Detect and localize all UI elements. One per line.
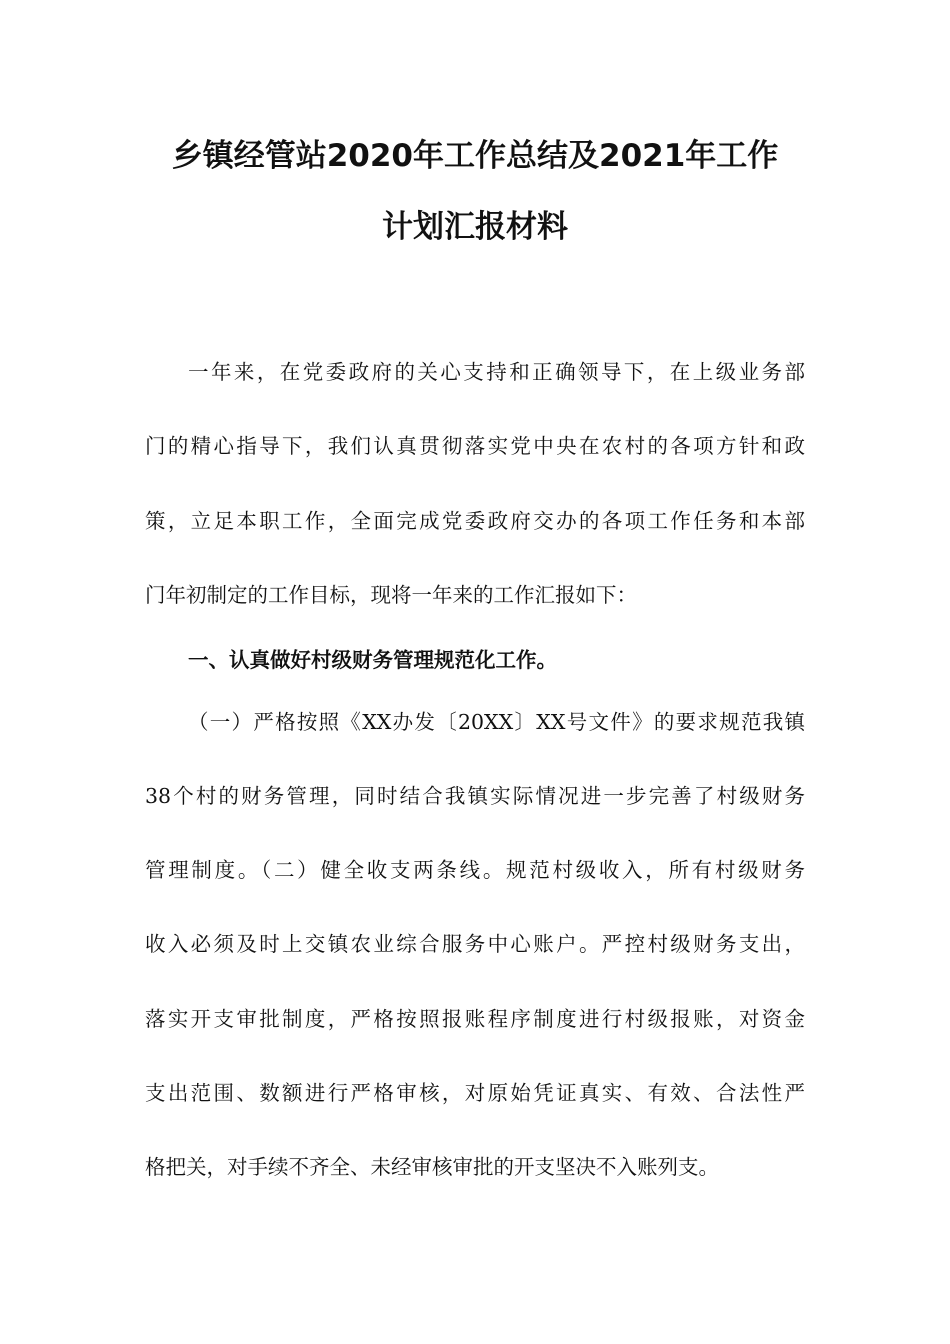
paragraph-line: 管理制度。（二）健全收支两条线。规范村级收入，所有村级财务 [145, 858, 805, 882]
paragraph-line: 38个村的财务管理，同时结合我镇实际情况进一步完善了村级财务 [145, 784, 805, 808]
paragraph-line: 策，立足本职工作，全面完成党委政府交办的各项工作任务和本部 [145, 509, 805, 533]
paragraph-line: 格把关，对手续不齐全、未经审核审批的开支坚决不入账列支。 [145, 1155, 719, 1179]
paragraph-line: 收入必须及时上交镇农业综合服务中心账户。严控村级财务支出， [145, 932, 805, 956]
paragraph-line: 支出范围、数额进行严格审核，对原始凭证真实、有效、合法性严 [145, 1081, 805, 1105]
section-heading: 一、认真做好村级财务管理规范化工作。 [188, 648, 557, 672]
document-title-line-1: 乡镇经管站2020年工作总结及2021年工作 [171, 138, 779, 174]
paragraph-line: 落实开支审批制度，严格按照报账程序制度进行村级报账，对资金 [145, 1007, 805, 1031]
paragraph-line: 一年来，在党委政府的关心支持和正确领导下，在上级业务部 [188, 360, 805, 384]
document-title-line-2: 计划汇报材料 [382, 209, 568, 245]
paragraph-line: 门年初制定的工作目标，现将一年来的工作汇报如下： [145, 583, 637, 607]
paragraph-line: 门的精心指导下，我们认真贯彻落实党中央在农村的各项方针和政 [145, 434, 805, 458]
paragraph-line: （一）严格按照《XX办发〔20XX〕XX号文件》的要求规范我镇 [188, 710, 805, 734]
